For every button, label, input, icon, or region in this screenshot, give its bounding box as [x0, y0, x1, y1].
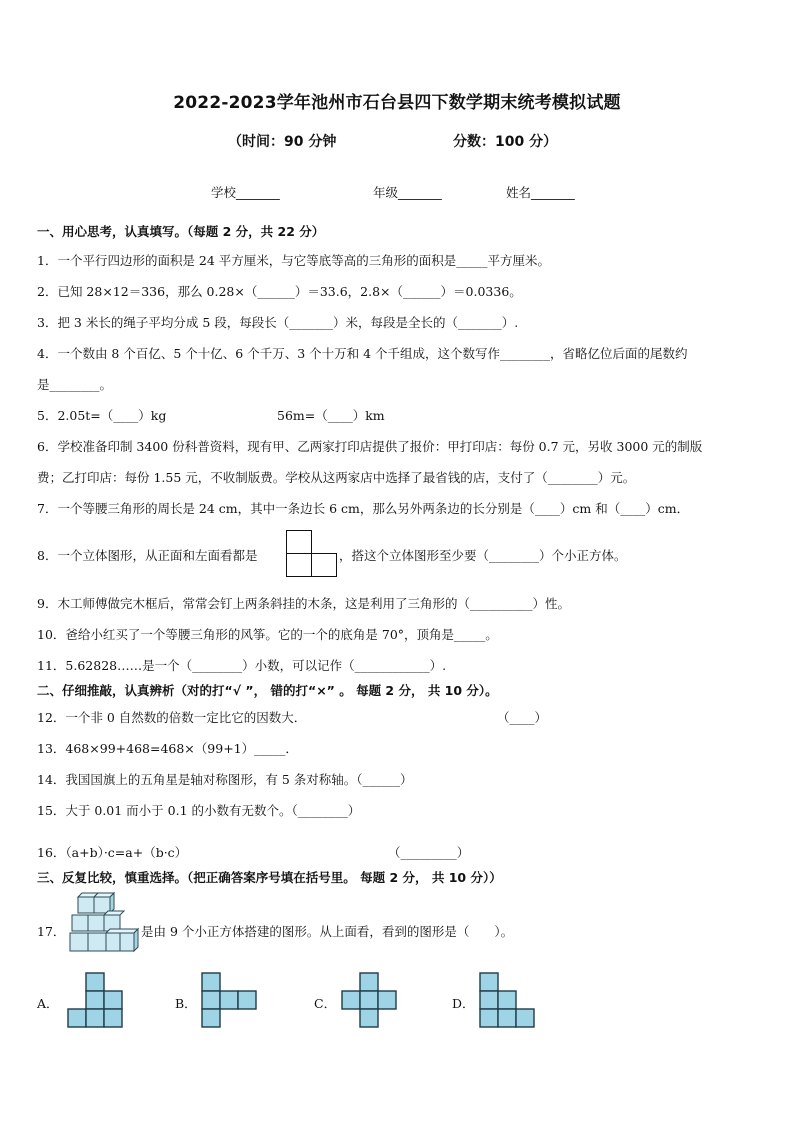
- question-1: 1．一个平行四边形的面积是 24 平方厘米，与它等底等高的三角形的面积是_____平方厘米。: [37, 253, 551, 268]
- question-8-part-2: ，搭这个立体图形至少要（________）个小正方体。: [339, 548, 627, 563]
- exam-title: 2022-2023学年池州市石台县四下数学期末统考模拟试题: [173, 93, 621, 113]
- option-b-figure[interactable]: [201, 972, 261, 1032]
- question-17-text: 是由 9 个小正方体搭建的图形。从上面看，看到的图形是（ ）。: [141, 924, 514, 939]
- exam-score: 分数：100 分）: [453, 134, 558, 150]
- option-b-label[interactable]: B．: [175, 996, 197, 1011]
- question-17-number: 17．: [37, 924, 66, 939]
- grade-field: 年级_______: [373, 185, 442, 200]
- option-c-label[interactable]: C．: [314, 996, 337, 1011]
- question-4-line-1: 4．一个数由 8 个百亿、5 个十亿、6 个千万、3 个十万和 4 个千组成，这个数写作________，省略亿位后面的尾数约: [37, 346, 688, 361]
- question-16-answer: （_________）: [388, 845, 470, 860]
- question-5-part-2: 56m=（____）km: [277, 408, 385, 423]
- name-field: 姓名_______: [506, 185, 575, 200]
- section-3-heading: 三、反复比较，慎重选择。（把正确答案序号填在括号里。 每题 2 分， 共 10 分））: [37, 870, 502, 885]
- option-d-label[interactable]: D．: [452, 996, 475, 1011]
- question-6-line-1: 6．学校准备印制 3400 份科普资料，现有甲、乙两家打印店提供了报价：甲打印店：每份 0.7 元，另收 3000 元的制版: [37, 439, 703, 454]
- option-a-figure[interactable]: [67, 972, 127, 1032]
- question-15: 15．大于 0.01 而小于 0.1 的小数有无数个。（________）: [37, 803, 361, 818]
- section-1-heading: 一、用心思考，认真填写。（每题 2 分，共 22 分）: [37, 224, 325, 239]
- question-2: 2．已知 28×12＝336，那么 0.28×（______）＝33.6，2.8×（______）＝0.0336。: [37, 284, 522, 299]
- question-4-line-2: 是________。: [37, 377, 113, 392]
- question-5-part-1: 5．2.05t=（____）kg: [37, 408, 167, 423]
- question-8-view-figure: [286, 530, 338, 578]
- option-c-figure[interactable]: [341, 972, 401, 1032]
- exam-time: （时间：90 分钟: [228, 134, 337, 150]
- question-8-part-1: 8．一个立体图形，从正面和左面看都是: [37, 548, 258, 563]
- question-10: 10．爸给小红买了一个等腰三角形的风筝。它的一个的底角是 70°，顶角是_____。: [37, 627, 498, 642]
- question-16: 16．（a+b）·c=a+（b·c）: [37, 845, 188, 860]
- question-12-answer: （____）: [497, 710, 548, 725]
- question-14: 14．我国国旗上的五角星是轴对称图形，有 5 条对称轴。（______）: [37, 772, 413, 787]
- question-13: 13．468×99+468=468×（99+1）_____．: [37, 741, 298, 756]
- question-3: 3．把 3 米长的绳子平均分成 5 段，每段长（_______）米，每段是全长的（_______）.: [37, 315, 519, 330]
- question-9: 9．木工师傅做完木框后，常常会钉上两条斜挂的木条，这是利用了三角形的（__________）性。: [37, 596, 570, 611]
- question-7: 7．一个等腰三角形的周长是 24 cm，其中一条边长 6 cm，那么另外两条边的长分别是（____）cm 和（____）cm．: [37, 501, 690, 516]
- question-17-cube-figure: [68, 893, 140, 961]
- school-field: 学校_______: [211, 185, 280, 200]
- option-a-label[interactable]: A．: [37, 996, 59, 1011]
- question-12: 12．一个非 0 自然数的倍数一定比它的因数大．: [37, 710, 307, 725]
- section-2-heading: 二、仔细推敲，认真辨析（对的打“√ ”， 错的打“×” 。 每题 2 分， 共 10 分）。: [37, 683, 498, 698]
- question-11: 11．5.62828……是一个（________）小数，可以记作（____________）.: [37, 658, 447, 673]
- question-6-line-2: 费；乙打印店：每份 1.55 元，不收制版费。学校从这两家店中选择了最省钱的店，支付了（________）元。: [37, 470, 636, 485]
- option-d-figure[interactable]: [479, 972, 539, 1032]
